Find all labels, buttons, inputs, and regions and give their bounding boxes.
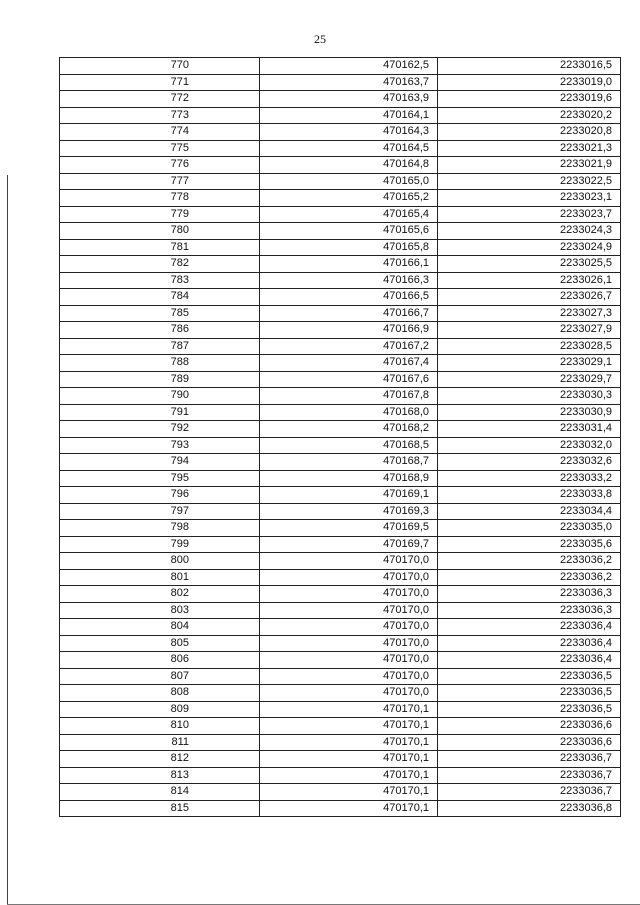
y-coordinate-cell: 2233026,7	[438, 289, 621, 306]
y-coordinate-cell: 2233019,6	[438, 91, 621, 108]
table-row	[60, 701, 621, 718]
x-coordinate-cell: 470170,1	[260, 701, 438, 718]
point-number-cell: 810	[60, 718, 260, 735]
y-coordinate-cell: 2233029,7	[438, 371, 621, 388]
x-coordinate-cell: 470170,0	[260, 586, 438, 603]
table-row	[60, 305, 621, 322]
table-row	[60, 635, 621, 652]
y-coordinate-cell: 2233020,8	[438, 124, 621, 141]
point-number-cell: 808	[60, 685, 260, 702]
y-coordinate-cell: 2233020,2	[438, 107, 621, 124]
y-coordinate-cell: 2233036,2	[438, 569, 621, 586]
table-row	[60, 586, 621, 603]
x-coordinate-cell: 470166,7	[260, 305, 438, 322]
x-coordinate-cell: 470170,1	[260, 734, 438, 751]
y-coordinate-cell: 2233031,4	[438, 421, 621, 438]
y-coordinate-cell: 2233029,1	[438, 355, 621, 372]
x-coordinate-cell: 470170,0	[260, 569, 438, 586]
x-coordinate-cell: 470166,1	[260, 256, 438, 273]
y-coordinate-cell: 2233033,2	[438, 470, 621, 487]
point-number-cell: 777	[60, 173, 260, 190]
x-coordinate-cell: 470165,6	[260, 223, 438, 240]
point-number-cell: 796	[60, 487, 260, 504]
y-coordinate-cell: 2233016,5	[438, 58, 621, 75]
y-coordinate-cell: 2233036,6	[438, 734, 621, 751]
y-coordinate-cell: 2233036,6	[438, 718, 621, 735]
y-coordinate-cell: 2233019,0	[438, 74, 621, 91]
x-coordinate-cell: 470168,7	[260, 454, 438, 471]
table-row	[60, 734, 621, 751]
x-coordinate-cell: 470165,2	[260, 190, 438, 207]
x-coordinate-cell: 470163,7	[260, 74, 438, 91]
point-number-cell: 803	[60, 602, 260, 619]
x-coordinate-cell: 470169,3	[260, 503, 438, 520]
x-coordinate-cell: 470164,3	[260, 124, 438, 141]
x-coordinate-cell: 470167,8	[260, 388, 438, 405]
y-coordinate-cell: 2233028,5	[438, 338, 621, 355]
point-number-cell: 773	[60, 107, 260, 124]
y-coordinate-cell: 2233036,7	[438, 767, 621, 784]
table-row	[60, 470, 621, 487]
table-row	[60, 272, 621, 289]
table-row	[60, 652, 621, 669]
table-row	[60, 107, 621, 124]
x-coordinate-cell: 470168,2	[260, 421, 438, 438]
y-coordinate-cell: 2233036,3	[438, 602, 621, 619]
y-coordinate-cell: 2233024,9	[438, 239, 621, 256]
point-number-cell: 800	[60, 553, 260, 570]
y-coordinate-cell: 2233021,9	[438, 157, 621, 174]
x-coordinate-cell: 470165,0	[260, 173, 438, 190]
point-number-cell: 798	[60, 520, 260, 537]
y-coordinate-cell: 2233036,3	[438, 586, 621, 603]
x-coordinate-cell: 470170,1	[260, 767, 438, 784]
table-row	[60, 602, 621, 619]
x-coordinate-cell: 470164,5	[260, 140, 438, 157]
table-row	[60, 190, 621, 207]
y-coordinate-cell: 2233035,6	[438, 536, 621, 553]
table-row	[60, 487, 621, 504]
table-row	[60, 338, 621, 355]
table-row	[60, 619, 621, 636]
point-number-cell: 801	[60, 569, 260, 586]
table-row	[60, 454, 621, 471]
table-row	[60, 157, 621, 174]
x-coordinate-cell: 470167,2	[260, 338, 438, 355]
x-coordinate-cell: 470170,0	[260, 685, 438, 702]
y-coordinate-cell: 2233027,3	[438, 305, 621, 322]
point-number-cell: 772	[60, 91, 260, 108]
x-coordinate-cell: 470170,1	[260, 718, 438, 735]
point-number-cell: 778	[60, 190, 260, 207]
y-coordinate-cell: 2233023,1	[438, 190, 621, 207]
table-row	[60, 421, 621, 438]
x-coordinate-cell: 470168,0	[260, 404, 438, 421]
table-row	[60, 388, 621, 405]
point-number-cell: 781	[60, 239, 260, 256]
x-coordinate-cell: 470170,0	[260, 635, 438, 652]
table-row	[60, 140, 621, 157]
x-coordinate-cell: 470166,9	[260, 322, 438, 339]
y-coordinate-cell: 2233027,9	[438, 322, 621, 339]
point-number-cell: 791	[60, 404, 260, 421]
table-row	[60, 256, 621, 273]
table-row	[60, 289, 621, 306]
x-coordinate-cell: 470165,4	[260, 206, 438, 223]
point-number-cell: 814	[60, 784, 260, 801]
x-coordinate-cell: 470169,7	[260, 536, 438, 553]
table-row	[60, 437, 621, 454]
point-number-cell: 815	[60, 800, 260, 817]
table-row	[60, 718, 621, 735]
point-number-cell: 809	[60, 701, 260, 718]
x-coordinate-cell: 470170,0	[260, 668, 438, 685]
y-coordinate-cell: 2233033,8	[438, 487, 621, 504]
point-number-cell: 771	[60, 74, 260, 91]
y-coordinate-cell: 2233023,7	[438, 206, 621, 223]
point-number-cell: 782	[60, 256, 260, 273]
table-row	[60, 239, 621, 256]
y-coordinate-cell: 2233036,2	[438, 553, 621, 570]
point-number-cell: 792	[60, 421, 260, 438]
point-number-cell: 812	[60, 751, 260, 768]
point-number-cell: 786	[60, 322, 260, 339]
y-coordinate-cell: 2233024,3	[438, 223, 621, 240]
table-row	[60, 751, 621, 768]
point-number-cell: 807	[60, 668, 260, 685]
x-coordinate-cell: 470170,1	[260, 784, 438, 801]
table-row	[60, 520, 621, 537]
x-coordinate-cell: 470170,1	[260, 800, 438, 817]
table-row	[60, 404, 621, 421]
coordinates-table	[59, 57, 621, 817]
x-coordinate-cell: 470164,8	[260, 157, 438, 174]
y-coordinate-cell: 2233030,9	[438, 404, 621, 421]
table-row	[60, 553, 621, 570]
x-coordinate-cell: 470170,0	[260, 602, 438, 619]
x-coordinate-cell: 470166,5	[260, 289, 438, 306]
point-number-cell: 785	[60, 305, 260, 322]
table-row	[60, 124, 621, 141]
point-number-cell: 779	[60, 206, 260, 223]
table-row	[60, 800, 621, 817]
point-number-cell: 799	[60, 536, 260, 553]
table-row	[60, 569, 621, 586]
point-number-cell: 795	[60, 470, 260, 487]
table-row	[60, 223, 621, 240]
point-number-cell: 805	[60, 635, 260, 652]
table-row	[60, 74, 621, 91]
y-coordinate-cell: 2233036,5	[438, 701, 621, 718]
y-coordinate-cell: 2233021,3	[438, 140, 621, 157]
table-row	[60, 206, 621, 223]
table-row	[60, 668, 621, 685]
x-coordinate-cell: 470170,0	[260, 652, 438, 669]
y-coordinate-cell: 2233030,3	[438, 388, 621, 405]
point-number-cell: 797	[60, 503, 260, 520]
x-coordinate-cell: 470163,9	[260, 91, 438, 108]
point-number-cell: 770	[60, 58, 260, 75]
point-number-cell: 802	[60, 586, 260, 603]
x-coordinate-cell: 470170,1	[260, 751, 438, 768]
table-row	[60, 322, 621, 339]
point-number-cell: 784	[60, 289, 260, 306]
y-coordinate-cell: 2233022,5	[438, 173, 621, 190]
table-row	[60, 767, 621, 784]
table-row	[60, 91, 621, 108]
point-number-cell: 780	[60, 223, 260, 240]
table-row	[60, 536, 621, 553]
point-number-cell: 787	[60, 338, 260, 355]
coordinates-table-body	[60, 58, 621, 817]
table-row	[60, 371, 621, 388]
point-number-cell: 806	[60, 652, 260, 669]
x-coordinate-cell: 470169,1	[260, 487, 438, 504]
y-coordinate-cell: 2233036,4	[438, 619, 621, 636]
y-coordinate-cell: 2233036,7	[438, 751, 621, 768]
y-coordinate-cell: 2233036,5	[438, 668, 621, 685]
y-coordinate-cell: 2233036,7	[438, 784, 621, 801]
x-coordinate-cell: 470162,5	[260, 58, 438, 75]
table-row	[60, 685, 621, 702]
point-number-cell: 783	[60, 272, 260, 289]
y-coordinate-cell: 2233026,1	[438, 272, 621, 289]
point-number-cell: 794	[60, 454, 260, 471]
point-number-cell: 811	[60, 734, 260, 751]
table-row	[60, 58, 621, 75]
x-coordinate-cell: 470170,0	[260, 619, 438, 636]
x-coordinate-cell: 470170,0	[260, 553, 438, 570]
x-coordinate-cell: 470166,3	[260, 272, 438, 289]
y-coordinate-cell: 2233032,0	[438, 437, 621, 454]
point-number-cell: 804	[60, 619, 260, 636]
x-coordinate-cell: 470167,6	[260, 371, 438, 388]
point-number-cell: 789	[60, 371, 260, 388]
x-coordinate-cell: 470168,5	[260, 437, 438, 454]
x-coordinate-cell: 470165,8	[260, 239, 438, 256]
y-coordinate-cell: 2233035,0	[438, 520, 621, 537]
y-coordinate-cell: 2233036,5	[438, 685, 621, 702]
point-number-cell: 788	[60, 355, 260, 372]
point-number-cell: 775	[60, 140, 260, 157]
point-number-cell: 776	[60, 157, 260, 174]
table-row	[60, 503, 621, 520]
point-number-cell: 790	[60, 388, 260, 405]
x-coordinate-cell: 470169,5	[260, 520, 438, 537]
page-edge-line	[7, 175, 8, 905]
y-coordinate-cell: 2233036,4	[438, 652, 621, 669]
point-number-cell: 774	[60, 124, 260, 141]
table-row	[60, 784, 621, 801]
y-coordinate-cell: 2233025,5	[438, 256, 621, 273]
y-coordinate-cell: 2233034,4	[438, 503, 621, 520]
y-coordinate-cell: 2233036,4	[438, 635, 621, 652]
y-coordinate-cell: 2233032,6	[438, 454, 621, 471]
point-number-cell: 793	[60, 437, 260, 454]
point-number-cell: 813	[60, 767, 260, 784]
y-coordinate-cell: 2233036,8	[438, 800, 621, 817]
table-row	[60, 173, 621, 190]
x-coordinate-cell: 470168,9	[260, 470, 438, 487]
table-row	[60, 355, 621, 372]
page-number: 25	[314, 32, 326, 46]
x-coordinate-cell: 470164,1	[260, 107, 438, 124]
x-coordinate-cell: 470167,4	[260, 355, 438, 372]
